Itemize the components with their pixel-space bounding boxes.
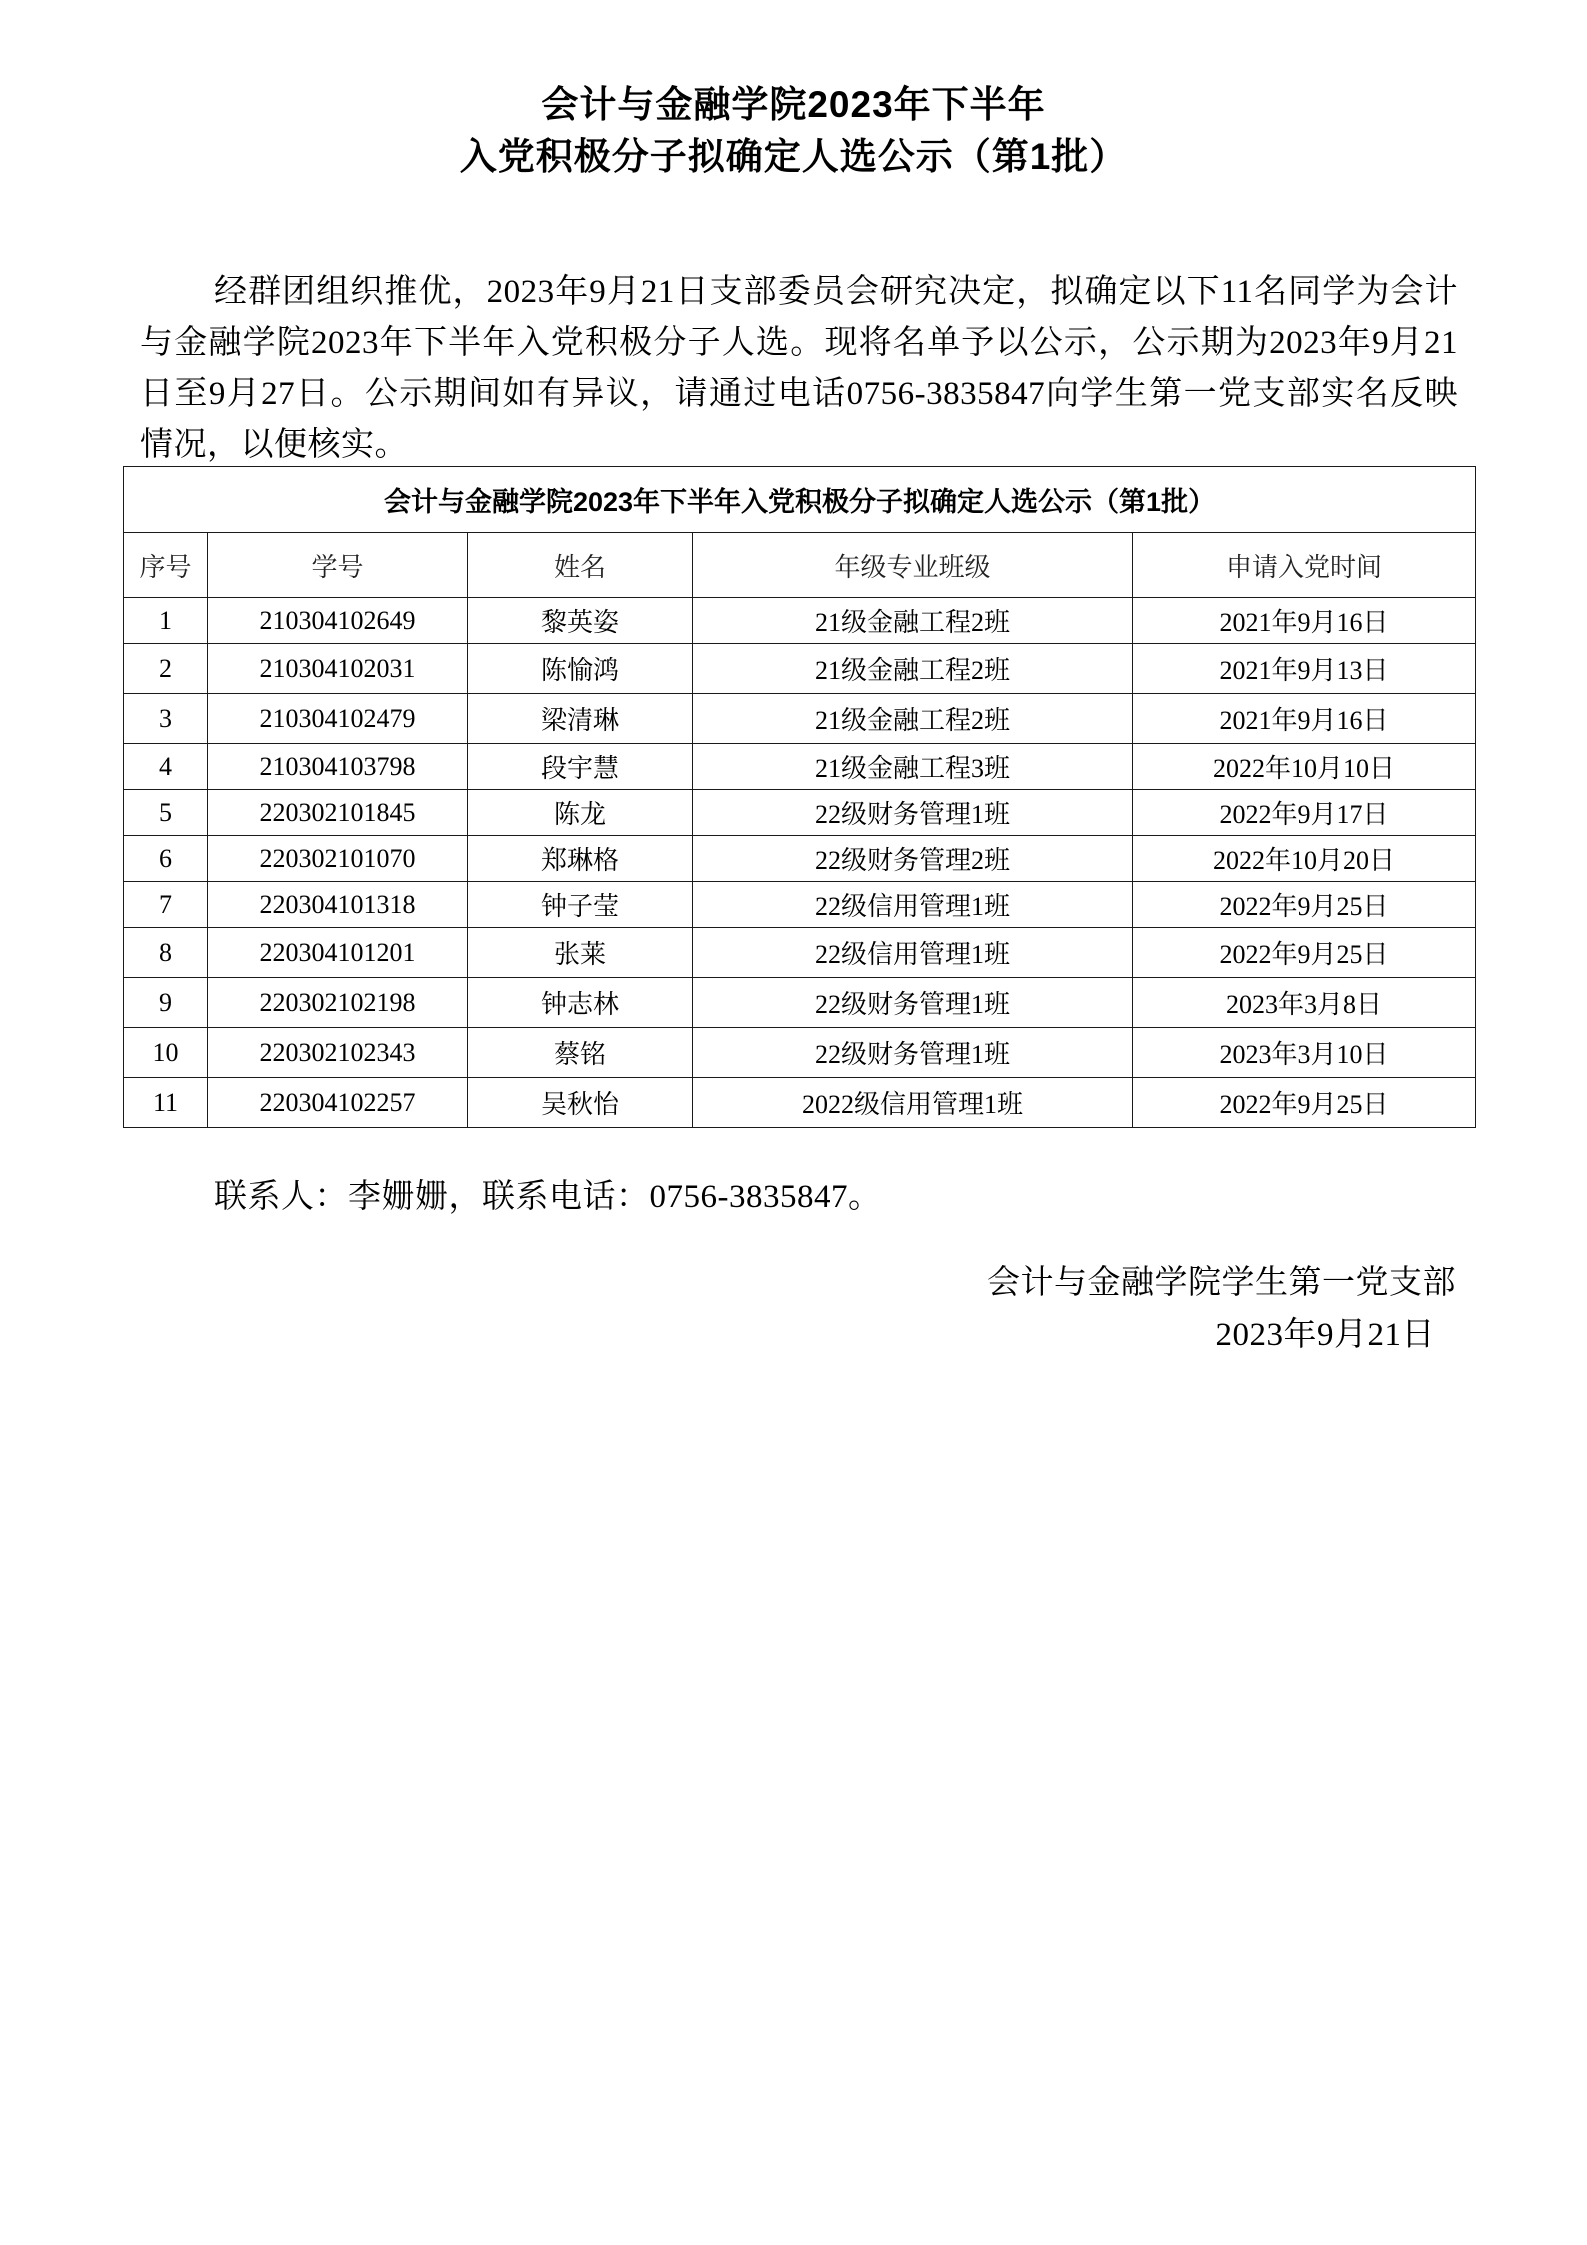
contact-info: 联系人：李姗姗，联系电话：0756-3835847。 <box>214 1179 882 1215</box>
cell-name: 陈龙 <box>468 790 693 836</box>
cell-no: 5 <box>124 790 208 836</box>
cell-apply-date: 2022年10月10日 <box>1133 744 1476 790</box>
column-header-apply-date: 申请入党时间 <box>1133 533 1476 598</box>
cell-apply-date: 2021年9月16日 <box>1133 598 1476 644</box>
cell-student-id: 220302102343 <box>208 1028 468 1078</box>
table-row <box>124 1078 1476 1128</box>
cell-apply-date: 2022年9月25日 <box>1133 928 1476 978</box>
cell-no: 9 <box>124 978 208 1028</box>
table-row <box>124 694 1476 744</box>
table-row <box>124 744 1476 790</box>
column-header-student-id: 学号 <box>208 533 468 598</box>
cell-no: 8 <box>124 928 208 978</box>
cell-no: 1 <box>124 598 208 644</box>
cell-apply-date: 2022年9月17日 <box>1133 790 1476 836</box>
cell-student-id: 210304103798 <box>208 744 468 790</box>
cell-class: 22级信用管理1班 <box>693 882 1133 928</box>
column-header-class: 年级专业班级 <box>693 533 1133 598</box>
cell-name: 段宇慧 <box>468 744 693 790</box>
cell-student-id: 220304102257 <box>208 1078 468 1128</box>
candidate-table <box>123 466 1476 1128</box>
table-row <box>124 882 1476 928</box>
cell-apply-date: 2021年9月16日 <box>1133 694 1476 744</box>
cell-student-id: 210304102031 <box>208 644 468 694</box>
cell-no: 7 <box>124 882 208 928</box>
cell-no: 4 <box>124 744 208 790</box>
table-row <box>124 790 1476 836</box>
column-header-name: 姓名 <box>468 533 693 598</box>
cell-name: 钟志林 <box>468 978 693 1028</box>
cell-class: 21级金融工程2班 <box>693 598 1133 644</box>
cell-student-id: 220302101845 <box>208 790 468 836</box>
cell-student-id: 220304101201 <box>208 928 468 978</box>
cell-class: 21级金融工程2班 <box>693 644 1133 694</box>
table-row <box>124 644 1476 694</box>
cell-apply-date: 2023年3月10日 <box>1133 1028 1476 1078</box>
cell-name: 郑琳格 <box>468 836 693 882</box>
cell-apply-date: 2022年9月25日 <box>1133 1078 1476 1128</box>
cell-apply-date: 2023年3月8日 <box>1133 978 1476 1028</box>
cell-class: 22级财务管理1班 <box>693 1028 1133 1078</box>
cell-student-id: 220302102198 <box>208 978 468 1028</box>
signature-date: 2023年9月21日 <box>1215 1317 1435 1353</box>
table-row <box>124 836 1476 882</box>
page-title-line-1: 会计与金融学院2023年下半年 <box>541 84 1046 125</box>
cell-name: 钟子莹 <box>468 882 693 928</box>
cell-class: 21级金融工程2班 <box>693 694 1133 744</box>
table-row <box>124 978 1476 1028</box>
cell-name: 吴秋怡 <box>468 1078 693 1128</box>
cell-name: 梁清琳 <box>468 694 693 744</box>
cell-student-id: 210304102649 <box>208 598 468 644</box>
page-title-line-2: 入党积极分子拟确定人选公示（第1批） <box>459 136 1128 177</box>
cell-class: 22级财务管理2班 <box>693 836 1133 882</box>
cell-apply-date: 2022年9月25日 <box>1133 882 1476 928</box>
table-header-row <box>124 533 1476 598</box>
cell-student-id: 210304102479 <box>208 694 468 744</box>
cell-no: 2 <box>124 644 208 694</box>
announcement-paragraph: 经群团组织推优，2023年9月21日支部委员会研究决定，拟确定以下11名同学为会计与金融学院2023年下半年入党积极分子人选。现将名单予以公示，公示期为2023年9月21日至9月27日。公示期间如有异议，请通过电话0756-3835847向学生第一党支部实名反映情况，以便核实。 <box>140 274 1458 463</box>
cell-name: 张莱 <box>468 928 693 978</box>
cell-name: 陈愉鸿 <box>468 644 693 694</box>
cell-apply-date: 2021年9月13日 <box>1133 644 1476 694</box>
cell-apply-date: 2022年10月20日 <box>1133 836 1476 882</box>
table-row <box>124 598 1476 644</box>
cell-student-id: 220302101070 <box>208 836 468 882</box>
cell-no: 11 <box>124 1078 208 1128</box>
cell-class: 2022级信用管理1班 <box>693 1078 1133 1128</box>
table-row <box>124 928 1476 978</box>
cell-class: 22级财务管理1班 <box>693 978 1133 1028</box>
cell-class: 21级金融工程3班 <box>693 744 1133 790</box>
table-caption: 会计与金融学院2023年下半年入党积极分子拟确定人选公示（第1批） <box>124 467 1476 533</box>
cell-name: 黎英姿 <box>468 598 693 644</box>
cell-no: 3 <box>124 694 208 744</box>
cell-class: 22级信用管理1班 <box>693 928 1133 978</box>
cell-no: 10 <box>124 1028 208 1078</box>
cell-student-id: 220304101318 <box>208 882 468 928</box>
table-row <box>124 1028 1476 1078</box>
cell-name: 蔡铭 <box>468 1028 693 1078</box>
signature-organization: 会计与金融学院学生第一党支部 <box>987 1265 1456 1301</box>
cell-no: 6 <box>124 836 208 882</box>
column-header-no: 序号 <box>124 533 208 598</box>
cell-class: 22级财务管理1班 <box>693 790 1133 836</box>
